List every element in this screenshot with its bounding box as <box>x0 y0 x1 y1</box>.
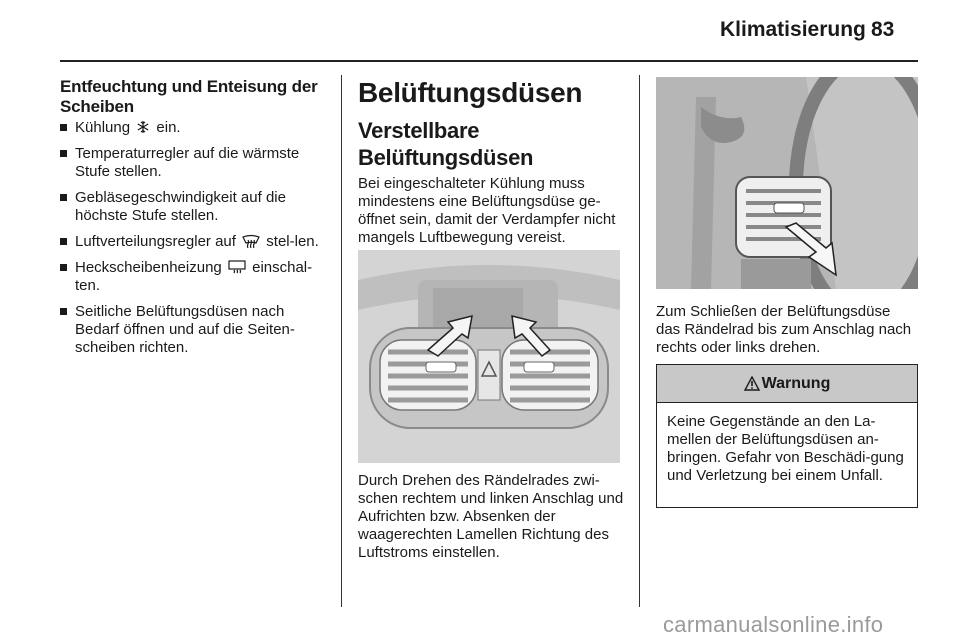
defrost-steps-list <box>60 119 332 357</box>
warning-box <box>656 364 918 508</box>
watermark: carmanualsonline.info <box>663 612 884 637</box>
header-divider <box>60 60 918 62</box>
section-heading-defrost: Entfeuchtung und Enteisung der Scheiben <box>60 77 318 116</box>
list-item: Gebläsegeschwindigkeit auf die höchste Stufe stellen. <box>60 189 332 225</box>
list-item: Temperaturregler auf die wärmste Stufe stellen. <box>60 145 332 181</box>
warning-triangle-icon <box>744 376 760 391</box>
bullet-icon <box>60 124 67 131</box>
illustration-side-vent <box>656 77 918 289</box>
column-1 <box>60 77 332 365</box>
bullet-icon <box>60 264 67 271</box>
center-vents-drawing <box>358 250 620 463</box>
windshield-defrost-icon <box>242 234 260 248</box>
subsection-heading-adjustable-vents: Verstellbare Belüftungsdüsen <box>358 118 534 170</box>
list-item: Luftverteilungsregler auf stel-len. <box>60 233 332 251</box>
bullet-icon <box>60 308 67 315</box>
bullet-icon <box>60 194 67 201</box>
snowflake-icon <box>136 120 150 134</box>
warning-title: Warnung <box>761 374 831 392</box>
list-item: Heckscheibenheizung einschal-ten. <box>60 259 332 295</box>
side-vent-drawing <box>656 77 918 289</box>
column-2-lower <box>358 472 624 562</box>
section-heading-vents: Belüftungsdüsen <box>358 77 583 108</box>
column-3 <box>656 303 918 357</box>
paragraph-close-vent: Zum Schließen der Belüftungsdüse das Rändelrad bis zum Anschlag nach rechts oder links drehen. <box>656 303 912 356</box>
column-divider-right <box>639 75 640 607</box>
list-item: Seitliche Belüftungsdüsen nach Bedarf öffnen und auf die Seiten-scheiben richten. <box>60 303 332 357</box>
column-divider-left <box>341 75 342 607</box>
warning-header <box>657 365 917 403</box>
bullet-icon <box>60 238 67 245</box>
page-number: 83 <box>871 18 895 41</box>
paragraph-cooling-note: Bei eingeschalteter Kühlung muss mindestens eine Belüftungsdüse ge-öffnet sein, damit der Verdampfer nicht mangels Luftbewegung vereist. <box>358 175 616 246</box>
illustration-center-vents <box>358 250 620 463</box>
warning-text: Keine Gegenstände an den La-mellen der Belüftungsdüsen an-bringen. Gefahr von Beschädi-gung und Verletzung bei einem Unfall. <box>667 413 904 484</box>
bullet-icon <box>60 150 67 157</box>
paragraph-adjust-airflow: Durch Drehen des Rändelrades zwi-schen rechtem und linken Anschlag und Aufrichten bzw. Absenken der waagerechten Lamellen Richtung des Luftstroms einstellen. <box>358 472 624 561</box>
column-2 <box>358 77 624 247</box>
list-item: Kühlung ein. <box>60 119 332 137</box>
page-header-title: Klimatisierung <box>720 18 866 41</box>
rear-window-heater-icon <box>228 260 246 274</box>
